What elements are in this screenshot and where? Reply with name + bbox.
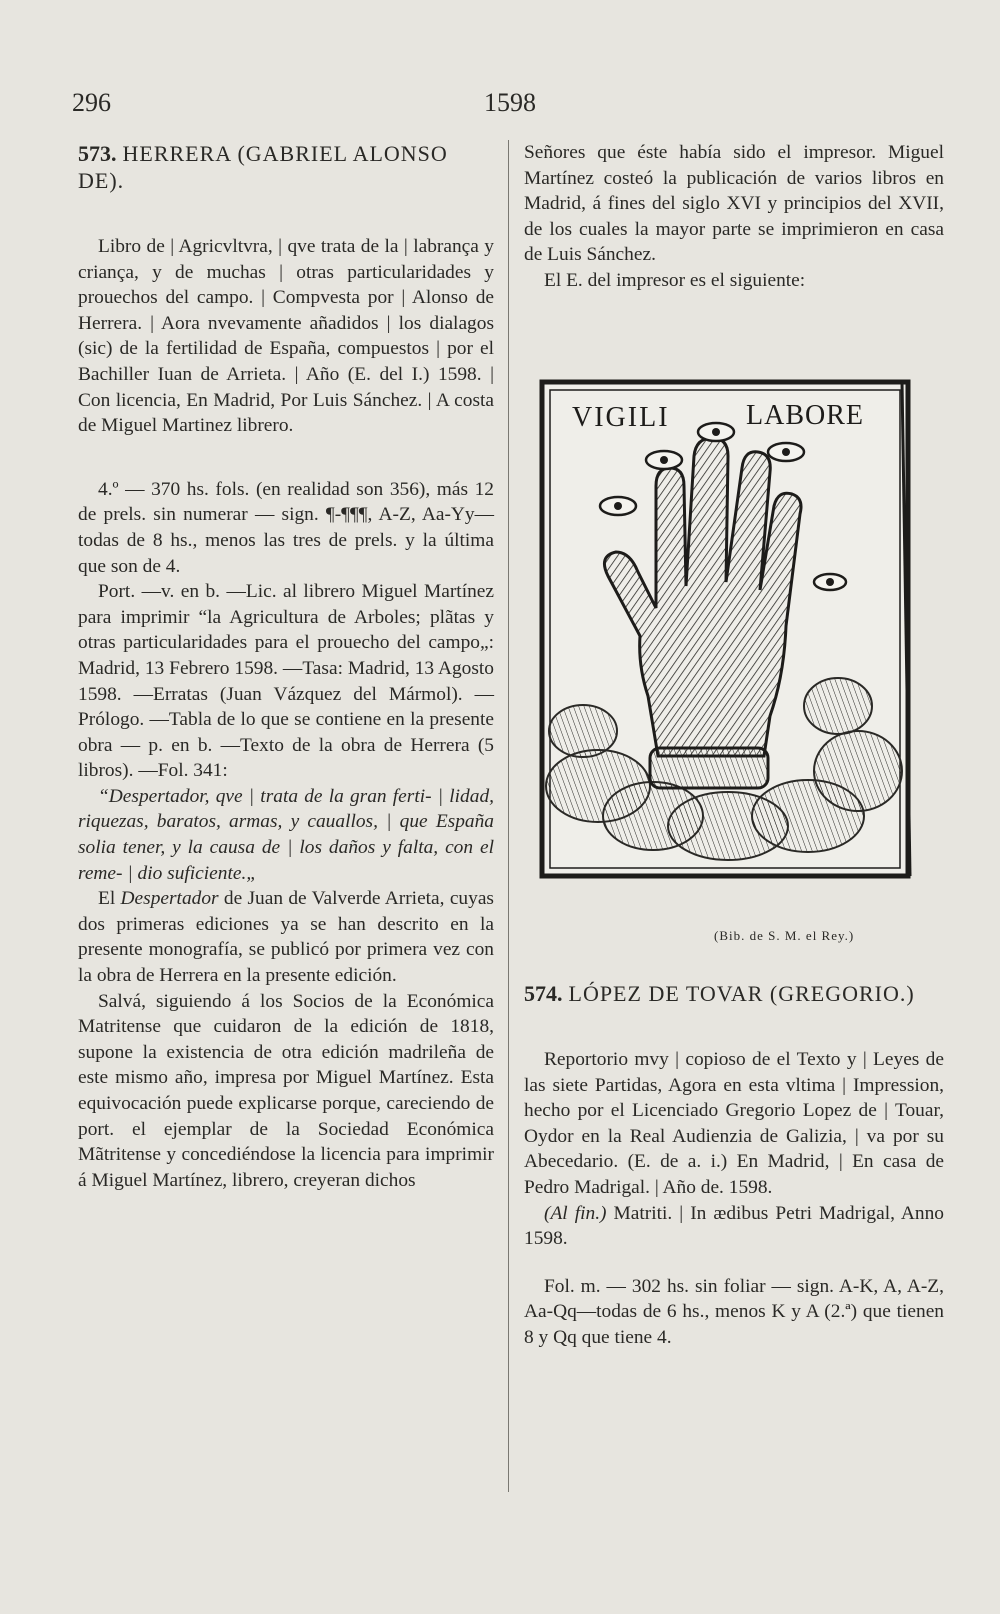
column-divider: [508, 140, 509, 1492]
entry-573-author: HERRERA (GABRIEL ALONSO DE).: [78, 141, 448, 193]
running-year: 1598: [484, 88, 536, 117]
entry-573-heading: [78, 140, 494, 194]
colophon-text: Matriti. | In ædibus Petri Madrigal, Anno 1598.: [524, 1202, 945, 1250]
printer-mark-woodcut: [538, 376, 914, 882]
entry-573-title: Libro de | Agricvltvra, | qve trata de la | labrança y criança, y de muchas | otras particularidades y prouechos del campo. | Compvesta por | Alonso de Herrera. | Aora nvevamente añadidos | los dialagos (sic) de la fertilidad de España, compuestos | por el Bachiller Iuan de Arrieta. | Año (E. del I.) 1598. | Con licencia, En Madrid, Por Luis Sánchez. | A costa de Miguel Martinez librero.: [78, 236, 494, 437]
entry-573-note-1: [78, 886, 494, 988]
entry-573-quote: “Despertador, qve | trata de la gran ferti- | lidad, riquezas, baratos, armas, y cauallos, | que España solia tener, y la causa de | los daños y falta, con el reme- | dio suficiente.„: [78, 785, 494, 884]
page-header: [0, 88, 1000, 128]
entry-574-colophon: [524, 1201, 944, 1252]
left-column: [78, 140, 494, 1193]
woodcut-word-left: VIGILI: [572, 402, 670, 433]
entry-573-note-2-continued: Señores que éste había sido el impresor. Miguel Martínez costeó la publicación de varios libros en Madrid, á fines del siglo XVI y principios del XVII, de los cuales la mayor parte se imprimieron en casa de Luis Sánchez.: [524, 142, 944, 266]
page-number: 296: [72, 88, 111, 117]
entry-574-author: LÓPEZ DE TOVAR (GREGORIO.): [568, 981, 915, 1006]
note-1-title: Despertador: [120, 888, 219, 910]
entry-573-contents: Port. —v. en b. —Lic. al librero Miguel Martínez para imprimir “la Agricultura de Arboles; plãtas y otras particularidades para el prouecho del campo„: Madrid, 13 Febrero 1598. —Tasa: Madrid, 13 Agosto 1598. —Erratas (Juan Vázquez del Mármol). —Prólogo. —Tabla de lo que se contiene en la presente obra — p. en b. —Texto de la obra de Herrera (5 libros). —Fol. 341:: [78, 581, 494, 782]
woodcut-word-right: LABORE: [746, 400, 864, 431]
entry-573-collation: 4.º — 370 hs. fols. (en realidad son 356), más 12 de prels. sin numerar — sign. ¶-¶¶¶, A-Z, Aa-Yy—todas de 8 hs., menos las tres de prels. y la última que son de 4.: [78, 478, 494, 577]
woodcut-caption: (Bib. de S. M. el Rey.): [714, 928, 855, 943]
right-column: [524, 140, 944, 1492]
vigilant-hand-illustration: [538, 376, 914, 882]
entry-574-number: 574.: [524, 981, 563, 1006]
entry-573-number: 573.: [78, 141, 117, 166]
entry-574-collation: Fol. m. — 302 hs. sin foliar — sign. A-K, A, A-Z, Aa-Qq—todas de 6 hs., menos K y A (2.ª) que tienen 8 y Qq que tiene 4.: [524, 1275, 944, 1348]
printer-mark-intro: El E. del impresor es el siguiente:: [544, 269, 806, 291]
entry-574-heading: [524, 980, 944, 1007]
entry-573-note-2: Salvá, siguiendo á los Socios de la Económica Matritense que cuidaron de la edición de 1818, supone la existencia de otra edición madrileña de este mismo año, impresa por Miguel Martínez. Esta equivocación puede explicarse porque, careciendo de port. el ejemplar de la Sociedad Económica Mãtritense y concediéndose la licencia para imprimir á Miguel Martínez, librero, creyeran dichos: [78, 990, 494, 1191]
colophon-label: (Al fin.): [544, 1202, 607, 1224]
entry-574: [524, 980, 944, 1351]
note-1-prefix: El: [98, 888, 116, 910]
note-1-rest: de Juan de Valverde Arrieta, cuyas dos primeras ediciones ya se han descrito en la presente monografía, se publicó por primera vez con la obra de Herrera en la presente edición.: [78, 888, 494, 987]
entry-574-title: Reportorio mvy | copioso de el Texto y | Leyes de las siete Partidas, Agora en esta vltima | Impression, hecho por el Licenciado Gregorio Lopez de | Touar, Oydor en la Real Audienzia de Galizia, | va por su Abecedario. (E. de a. i.) En Madrid, | En casa de Pedro Madrigal. | Año de. 1598.: [524, 1049, 944, 1198]
